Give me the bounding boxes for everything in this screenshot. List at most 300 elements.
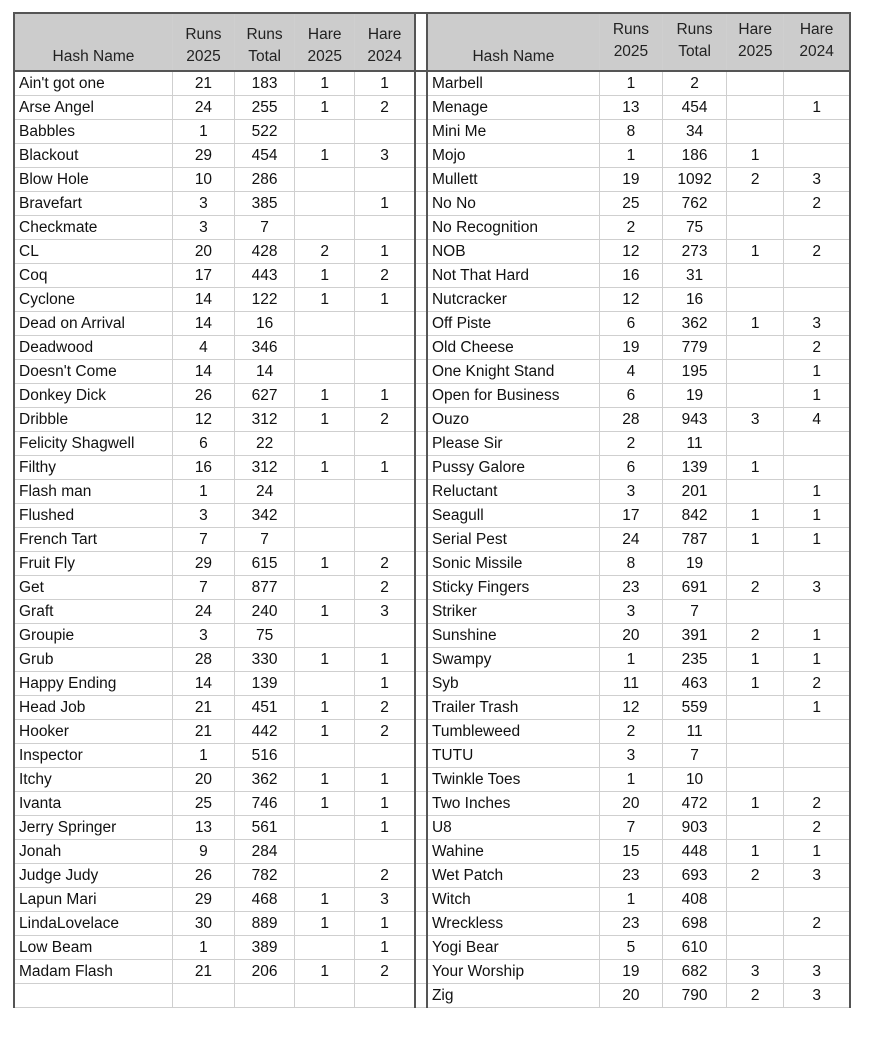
hash-stats-sheet [13,12,851,1008]
right-hare-2024-cell: 1 [784,624,850,648]
column-gap [415,288,427,312]
left-runs-2025-cell: 16 [172,456,234,480]
right-hash-name-cell: Striker [427,600,599,624]
right-runs-total-cell: 11 [663,720,727,744]
right-runs-2025-cell: 15 [599,840,662,864]
column-gap [415,624,427,648]
right-hare-2025-cell [727,120,784,144]
right-hare-2025-cell [727,720,784,744]
right-runs-2025-cell: 20 [599,792,662,816]
right-runs-2025-cell: 2 [599,432,662,456]
left-runs-total-cell: 746 [235,792,295,816]
column-gap [415,360,427,384]
left-runs-2025-cell [172,984,234,1008]
right-hare-2025-cell: 2 [727,864,784,888]
left-runs-2025-cell: 13 [172,816,234,840]
table-row [14,456,850,480]
left-hare-2024-cell: 1 [355,816,415,840]
right-hare-2025-cell: 1 [727,528,784,552]
left-runs-2025-cell: 1 [172,744,234,768]
table-row [14,576,850,600]
left-runs-2025-cell: 28 [172,648,234,672]
right-hare-2024-cell [784,552,850,576]
left-hare-2025-cell: 1 [295,888,355,912]
left-runs-total-cell: 22 [235,432,295,456]
right-hare-2024-cell: 3 [784,960,850,984]
left-runs-total-cell: 516 [235,744,295,768]
left-hare-2024-cell: 1 [355,192,415,216]
right-runs-2025-cell: 3 [599,744,662,768]
left-runs-2025-cell: 21 [172,696,234,720]
table-row [14,648,850,672]
right-hare-2025-cell [727,216,784,240]
left-runs-2025-cell: 3 [172,504,234,528]
right-hare-2025-cell [727,264,784,288]
right-runs-2025-cell: 25 [599,192,662,216]
right-hare-2024-cell: 1 [784,96,850,120]
right-runs-2025-cell: 19 [599,960,662,984]
left-runs-total-cell: 522 [235,120,295,144]
left-hare-2025-cell [295,864,355,888]
right-runs-total-cell: 7 [663,600,727,624]
left-hare-2025-cell [295,168,355,192]
table-row [14,840,850,864]
column-gap [415,120,427,144]
left-hare-2024-cell [355,528,415,552]
right-hare-2024-cell: 2 [784,816,850,840]
right-hare-2025-cell [727,96,784,120]
right-hare-2024-cell: 1 [784,648,850,672]
right-hare-2024-cell: 1 [784,696,850,720]
left-runs-total-cell: 428 [235,240,295,264]
right-hare-2024-cell: 2 [784,336,850,360]
left-runs-2025-cell: 21 [172,71,234,96]
column-gap [415,312,427,336]
left-runs-2025-cell: 26 [172,864,234,888]
hash-stats-table [13,12,851,1008]
left-hash-name-cell: LindaLovelace [14,912,172,936]
right-hash-name-cell: No No [427,192,599,216]
right-runs-total-cell: 7 [663,744,727,768]
right-hare-2024-cell: 2 [784,192,850,216]
right-runs-2025-cell: 3 [599,600,662,624]
left-hash-name-cell: Jerry Springer [14,816,172,840]
right-runs-total-cell: 454 [663,96,727,120]
column-gap [415,13,427,71]
left-runs-2025-cell: 24 [172,96,234,120]
left-runs-total-cell: 385 [235,192,295,216]
left-runs-2025-cell: 29 [172,552,234,576]
left-hare-2024-cell [355,360,415,384]
left-hash-name-cell: Felicity Shagwell [14,432,172,456]
column-gap [415,96,427,120]
right-runs-2025-cell: 4 [599,360,662,384]
right-hare-2024-cell: 2 [784,240,850,264]
left-hare-2024-cell: 1 [355,768,415,792]
right-runs-total-cell: 762 [663,192,727,216]
left-runs-total-cell: 454 [235,144,295,168]
left-hare-2025-cell [295,480,355,504]
right-hash-name-cell: Open for Business [427,384,599,408]
right-hare-2025-cell: 2 [727,576,784,600]
left-hare-2024-cell [355,624,415,648]
left-hare-2025-cell [295,192,355,216]
column-gap [415,71,427,96]
right-hash-name-cell: Wet Patch [427,864,599,888]
left-hash-name-cell: Checkmate [14,216,172,240]
column-gap [415,168,427,192]
right-hare-2025-cell: 2 [727,624,784,648]
right-hare-2024-cell [784,720,850,744]
right-runs-2025-cell: 12 [599,288,662,312]
right-hash-name-cell: Swampy [427,648,599,672]
right-runs-2025-cell: 16 [599,264,662,288]
column-gap [415,408,427,432]
right-runs-2025-cell: 6 [599,456,662,480]
left-hare-2024-cell [355,336,415,360]
left-hare-2024-cell [355,984,415,1008]
right-hare-2025-cell [727,384,784,408]
column-gap [415,240,427,264]
table-row [14,912,850,936]
left-runs-total-cell: 561 [235,816,295,840]
left-hare-2025-cell [295,528,355,552]
left-runs-2025-cell: 29 [172,144,234,168]
left-hare-2024-cell: 3 [355,144,415,168]
right-hare-2024-cell: 3 [784,312,850,336]
right-runs-2025-cell: 1 [599,648,662,672]
right-runs-2025-cell: 11 [599,672,662,696]
left-hash-name-cell: Get [14,576,172,600]
right-hash-name-cell: Your Worship [427,960,599,984]
left-hare-2025-cell: 1 [295,912,355,936]
left-hash-name-cell: Madam Flash [14,960,172,984]
left-runs-2025-cell: 14 [172,360,234,384]
left-hash-name-cell: Arse Angel [14,96,172,120]
right-hare-2024-cell [784,936,850,960]
right-hare-2024-cell: 3 [784,864,850,888]
right-hare-2024-cell [784,71,850,96]
right-runs-total-cell: 391 [663,624,727,648]
right-hash-name-cell: Nutcracker [427,288,599,312]
right-runs-total-cell: 31 [663,264,727,288]
column-gap [415,552,427,576]
left-hare-2024-cell [355,168,415,192]
left-hash-name-cell: Lapun Mari [14,888,172,912]
right-runs-total-cell: 19 [663,384,727,408]
left-hare-2025-cell: 1 [295,960,355,984]
right-hash-name-cell: One Knight Stand [427,360,599,384]
column-gap [415,576,427,600]
right-runs-total-cell: 790 [663,984,727,1008]
table-row [14,792,850,816]
right-hash-name-cell: Twinkle Toes [427,768,599,792]
col-header-hare-2025-right: Hare 2025 [727,13,784,71]
right-hare-2025-cell [727,432,784,456]
table-row [14,744,850,768]
right-runs-2025-cell: 24 [599,528,662,552]
right-runs-2025-cell: 6 [599,312,662,336]
left-runs-2025-cell: 29 [172,888,234,912]
left-runs-2025-cell: 21 [172,960,234,984]
left-runs-total-cell: 206 [235,960,295,984]
right-hash-name-cell: Sticky Fingers [427,576,599,600]
left-hare-2025-cell: 1 [295,71,355,96]
right-hare-2025-cell [727,768,784,792]
right-hare-2025-cell: 1 [727,672,784,696]
right-runs-total-cell: 75 [663,216,727,240]
right-runs-total-cell: 691 [663,576,727,600]
right-runs-2025-cell: 3 [599,480,662,504]
left-hare-2025-cell: 1 [295,552,355,576]
left-hare-2025-cell: 2 [295,240,355,264]
right-hare-2025-cell [727,480,784,504]
right-hash-name-cell: Reluctant [427,480,599,504]
right-runs-2025-cell: 2 [599,216,662,240]
left-hash-name-cell: Babbles [14,120,172,144]
right-runs-total-cell: 186 [663,144,727,168]
left-runs-2025-cell: 21 [172,720,234,744]
left-hare-2025-cell: 1 [295,264,355,288]
column-gap [415,960,427,984]
col-header-runs-total-right: Runs Total [663,13,727,71]
right-hare-2024-cell: 1 [784,360,850,384]
left-runs-2025-cell: 1 [172,936,234,960]
column-gap [415,192,427,216]
right-runs-total-cell: 139 [663,456,727,480]
left-runs-total-cell: 16 [235,312,295,336]
right-hare-2025-cell [727,336,784,360]
right-hash-name-cell: Syb [427,672,599,696]
left-hare-2025-cell: 1 [295,768,355,792]
left-hash-name-cell: Hooker [14,720,172,744]
left-runs-2025-cell: 24 [172,600,234,624]
right-runs-total-cell: 779 [663,336,727,360]
table-row [14,936,850,960]
column-gap [415,144,427,168]
left-hare-2025-cell: 1 [295,792,355,816]
left-hare-2024-cell [355,432,415,456]
right-runs-total-cell: 610 [663,936,727,960]
right-runs-total-cell: 842 [663,504,727,528]
right-runs-total-cell: 463 [663,672,727,696]
left-runs-2025-cell: 7 [172,576,234,600]
left-runs-total-cell: 14 [235,360,295,384]
left-hash-name-cell: Flushed [14,504,172,528]
left-hare-2024-cell: 1 [355,456,415,480]
left-hare-2025-cell: 1 [295,456,355,480]
left-runs-total-cell: 389 [235,936,295,960]
right-hash-name-cell: NOB [427,240,599,264]
col-header-hash-name-right: Hash Name [427,13,599,71]
left-hare-2024-cell: 1 [355,648,415,672]
left-hare-2024-cell [355,504,415,528]
right-runs-2025-cell: 23 [599,912,662,936]
header-row [14,13,850,71]
table-row [14,600,850,624]
right-hash-name-cell: Sonic Missile [427,552,599,576]
left-hash-name-cell: Dribble [14,408,172,432]
table-row [14,696,850,720]
left-hash-name-cell: Blow Hole [14,168,172,192]
right-runs-2025-cell: 8 [599,552,662,576]
right-runs-total-cell: 472 [663,792,727,816]
left-hash-name-cell: Happy Ending [14,672,172,696]
left-runs-2025-cell: 26 [172,384,234,408]
right-runs-total-cell: 10 [663,768,727,792]
right-runs-2025-cell: 19 [599,336,662,360]
right-runs-total-cell: 201 [663,480,727,504]
right-hare-2024-cell [784,288,850,312]
left-hash-name-cell: Grub [14,648,172,672]
right-hash-name-cell: Ouzo [427,408,599,432]
column-gap [415,672,427,696]
left-hash-name-cell: Low Beam [14,936,172,960]
left-runs-2025-cell: 6 [172,432,234,456]
left-hare-2025-cell [295,816,355,840]
right-hare-2025-cell [727,912,784,936]
table-row [14,216,850,240]
left-runs-total-cell: 312 [235,456,295,480]
column-gap [415,648,427,672]
left-runs-2025-cell: 3 [172,624,234,648]
right-hare-2025-cell [727,360,784,384]
column-gap [415,504,427,528]
left-hare-2024-cell: 1 [355,288,415,312]
right-hash-name-cell: Mullett [427,168,599,192]
left-hare-2025-cell [295,624,355,648]
left-hash-name-cell: French Tart [14,528,172,552]
right-hare-2024-cell: 2 [784,672,850,696]
right-hash-name-cell: Please Sir [427,432,599,456]
column-gap [415,264,427,288]
left-hare-2024-cell: 2 [355,576,415,600]
right-hash-name-cell: Menage [427,96,599,120]
table-row [14,192,850,216]
right-hare-2024-cell: 3 [784,576,850,600]
table-row [14,720,850,744]
table-row [14,504,850,528]
right-runs-total-cell: 903 [663,816,727,840]
left-hare-2025-cell: 1 [295,648,355,672]
left-runs-total-cell: 286 [235,168,295,192]
column-gap [415,816,427,840]
left-runs-total-cell: 284 [235,840,295,864]
left-hash-name-cell: Doesn't Come [14,360,172,384]
table-row [14,240,850,264]
left-runs-total-cell: 442 [235,720,295,744]
column-gap [415,768,427,792]
right-runs-2025-cell: 8 [599,120,662,144]
table-row [14,624,850,648]
column-gap [415,864,427,888]
right-hare-2025-cell [727,552,784,576]
right-hare-2025-cell [727,744,784,768]
table-row [14,984,850,1008]
right-hare-2024-cell: 1 [784,840,850,864]
right-runs-2025-cell: 23 [599,864,662,888]
left-hare-2024-cell [355,312,415,336]
left-hash-name-cell [14,984,172,1008]
right-runs-total-cell: 273 [663,240,727,264]
right-hare-2024-cell: 1 [784,384,850,408]
right-hare-2024-cell: 1 [784,480,850,504]
right-runs-total-cell: 787 [663,528,727,552]
right-hare-2024-cell [784,264,850,288]
table-row [14,408,850,432]
left-runs-2025-cell: 1 [172,480,234,504]
left-hare-2025-cell: 1 [295,144,355,168]
right-hash-name-cell: No Recognition [427,216,599,240]
right-hash-name-cell: Witch [427,888,599,912]
col-header-runs-2025-left: Runs 2025 [172,13,234,71]
left-runs-total-cell: 346 [235,336,295,360]
left-hare-2025-cell [295,504,355,528]
right-hash-name-cell: Zig [427,984,599,1008]
column-gap [415,840,427,864]
right-hare-2024-cell [784,456,850,480]
column-gap [415,792,427,816]
right-runs-2025-cell: 7 [599,816,662,840]
right-hash-name-cell: Serial Pest [427,528,599,552]
left-hash-name-cell: CL [14,240,172,264]
right-runs-total-cell: 448 [663,840,727,864]
left-runs-total-cell: 877 [235,576,295,600]
left-hare-2024-cell: 3 [355,600,415,624]
right-runs-2025-cell: 1 [599,71,662,96]
right-hare-2024-cell [784,768,850,792]
right-hash-name-cell: Yogi Bear [427,936,599,960]
right-runs-2025-cell: 1 [599,768,662,792]
right-hare-2024-cell: 3 [784,984,850,1008]
right-hare-2024-cell [784,144,850,168]
right-runs-total-cell: 698 [663,912,727,936]
left-runs-2025-cell: 20 [172,768,234,792]
left-hare-2025-cell: 1 [295,408,355,432]
right-runs-2025-cell: 23 [599,576,662,600]
left-hare-2024-cell: 2 [355,408,415,432]
right-hare-2025-cell: 3 [727,408,784,432]
left-runs-total-cell: 443 [235,264,295,288]
left-hare-2025-cell: 1 [295,384,355,408]
right-hash-name-cell: Old Cheese [427,336,599,360]
left-hare-2024-cell: 2 [355,864,415,888]
table-row [14,672,850,696]
right-runs-total-cell: 559 [663,696,727,720]
table-row [14,312,850,336]
right-runs-total-cell: 943 [663,408,727,432]
left-hash-name-cell: Graft [14,600,172,624]
left-hare-2024-cell: 2 [355,720,415,744]
right-hare-2024-cell [784,432,850,456]
left-hare-2025-cell [295,744,355,768]
right-hare-2024-cell [784,600,850,624]
table-row [14,480,850,504]
left-hare-2025-cell: 1 [295,288,355,312]
right-runs-2025-cell: 13 [599,96,662,120]
left-runs-total-cell: 183 [235,71,295,96]
left-runs-2025-cell: 10 [172,168,234,192]
left-runs-2025-cell: 14 [172,312,234,336]
column-gap [415,336,427,360]
left-hash-name-cell: Coq [14,264,172,288]
right-hare-2025-cell: 1 [727,240,784,264]
left-hare-2025-cell [295,432,355,456]
left-runs-total-cell: 240 [235,600,295,624]
right-runs-total-cell: 693 [663,864,727,888]
left-hare-2024-cell: 1 [355,936,415,960]
right-hash-name-cell: Wahine [427,840,599,864]
